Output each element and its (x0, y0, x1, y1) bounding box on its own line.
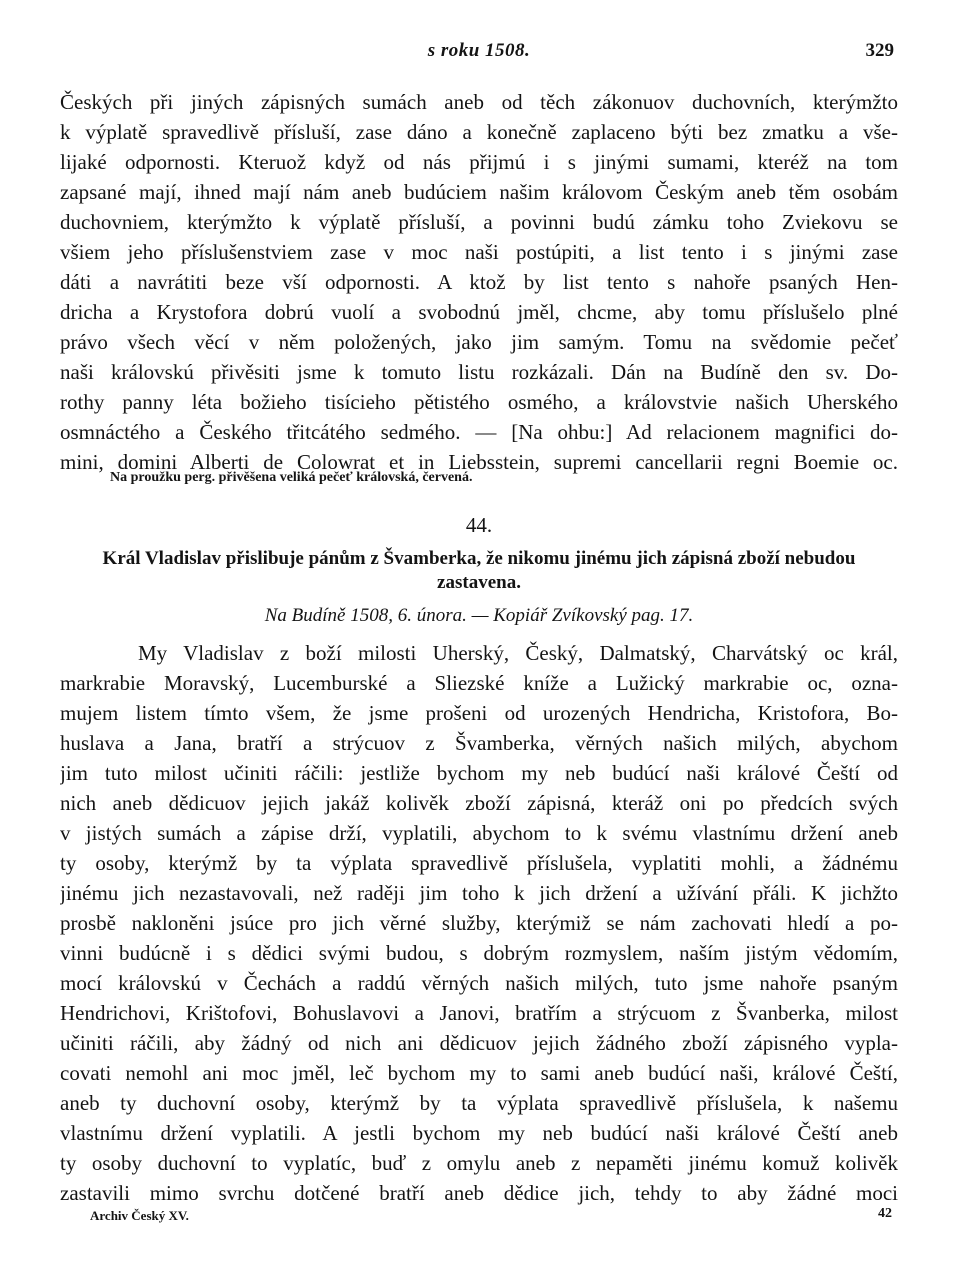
document-number: 44. (465, 513, 493, 537)
dating-line: Na Budíně 1508, 6. února. — Kopiář Zvíkovský pag. 17. (264, 605, 694, 626)
text-line: ty osoby duchovní to vyplatíc, buď z omylu aneb z nepaměti jinému komuž kolivěk (60, 1151, 898, 1175)
footer-signature: Archiv Český XV. (90, 1208, 189, 1223)
text-line: covati nemohl ani moc jměl, leč bychom my to sami aneb budúcí naši, králové Čeští, (60, 1061, 898, 1085)
text-line: učiniti ráčili, aby žádný od nich ani dědicuov jejich žádného zboží zápisného vypla- (60, 1031, 898, 1055)
text-line: vlastnímu držení vyplatili. A jestli bychom my neb budúcí naši králové Čeští aneb (60, 1121, 898, 1145)
text-line: Hendrichovi, Krištofovi, Bohuslavovi a Janovi, bratřím a strýcuom z Švanberka, milost (60, 1001, 898, 1025)
text-line: jim tuto milost učiniti ráčili: jestliže bychom my neb budúcí naši králové Čeští od (60, 761, 898, 785)
text-line: Českých při jiných zápisných sumách aneb od těch zákonuov duchovních, kterýmžto (60, 90, 898, 114)
text-line: mocí královskú v Čechách a raddú věrných našich milých, tuto jsme nahoře psaným (60, 971, 898, 995)
text-line: aneb ty duchovní osoby, kterýmž by ta výplata spravedlivě příslušela, k našemu (60, 1091, 898, 1115)
seal-note: Na proužku perg. přivěšena veliká pečeť královská, červená. (110, 470, 473, 485)
text-line: zastavili mimo svrchu dotčené bratří aneb dědice jich, tehdy to aby žádné moci (60, 1181, 898, 1205)
text-line: zapsané mají, ihned mají nám aneb budúciem našim královom Českým aneb těm osobám (60, 180, 898, 204)
text-line: k výplatě spravedlivě přísluší, zase dáno a konečně zaplaceno býti bez zmatku a vše- (60, 120, 898, 144)
text-line: jinému jich nezastavovali, než raději jim toho k jich držení a užívání přáli. K jichžto (60, 881, 898, 905)
text-line: ty osoby, kterýmž by ta výplata spravedlivě příslušela, vyplatiti mohli, a žádnému (60, 851, 898, 875)
page-number: 329 (865, 40, 894, 61)
footer-sheet-number: 42 (878, 1206, 892, 1221)
text-line: My Vladislav z boží milosti Uherský, Český, Dalmatský, Charvátský oc král, (138, 641, 898, 665)
text-line: duchovniem, kterýmžto k výplatě přísluší, a povinni budú zámku toho Zviekovu se (60, 210, 898, 234)
running-title: s roku 1508. (427, 40, 531, 61)
text-line: dricha a Krystofora dobrú vuolí a svobodnú jměl, chcme, aby tomu příslušelo plné (60, 300, 898, 324)
text-line: rothy panny léta božieho tisícieho pětistého osmého, a královstvie našich Uherského (60, 390, 898, 414)
regest-line: Král Vladislav přislibuje pánům z Švamberka, že nikomu jinému jich zápisná zboží nebudou (102, 548, 856, 569)
text-line: osmnáctého a Českého třitcátého sedmého. — [Na ohbu:] Ad relacionem magnifici do- (60, 420, 898, 444)
text-line: vinni budúcně i s dědici svými budou, s dobrým rozmyslem, naším jistým vědomím, (60, 941, 898, 965)
document-page (60, 0, 898, 1280)
text-line: dáti a navrátiti beze vší odpornosti. A ktož by list tento s nahoře psaných Hen- (60, 270, 898, 294)
text-line: v jistých sumách a zápise drží, vyplatili, abychom to k svému vlastnímu držení aneb (60, 821, 898, 845)
text-line: lijaké odpornosti. Kteruož když od nás přijmú i s jinými sumami, kteréž na tom (60, 150, 898, 174)
text-line: naši královskú přivěsiti jsme k tomuto listu rozkázali. Dán na Budíně den sv. Do- (60, 360, 898, 384)
page-header (60, 40, 898, 66)
text-line: všiem jeho příslušenstviem zase v moc naši postúpiti, a list tento i s jinými zase (60, 240, 898, 264)
regest-line: zastavena. (437, 572, 521, 593)
text-line: právo všech věcí v něm položených, jako jim samým. Tomu na svědomie pečeť (60, 330, 898, 354)
text-line: mujem listem tímto všem, že jsme prošeni od urozených Hendricha, Kristofora, Bo- (60, 701, 898, 725)
text-line: prosbě nakloněni jsúce pro jich věrné služby, kterýmiž se nám zachovati hledí a po- (60, 911, 898, 935)
text-line: markrabie Moravský, Lucemburské a Sliezské kníže a Lužický markrabie oc, ozna- (60, 671, 898, 695)
text-line: nich aneb dědicuov jejich jakáž kolivěk zboží zápisná, kteráž oni po předcích svých (60, 791, 898, 815)
text-line: huslava a Jana, bratří a strýcuov z Švamberka, věrných našich milých, abychom (60, 731, 898, 755)
text-line: mini, domini Alberti de Colowrat et in Liebsstein, supremi cancellarii regni Boemie oc. (60, 450, 898, 474)
